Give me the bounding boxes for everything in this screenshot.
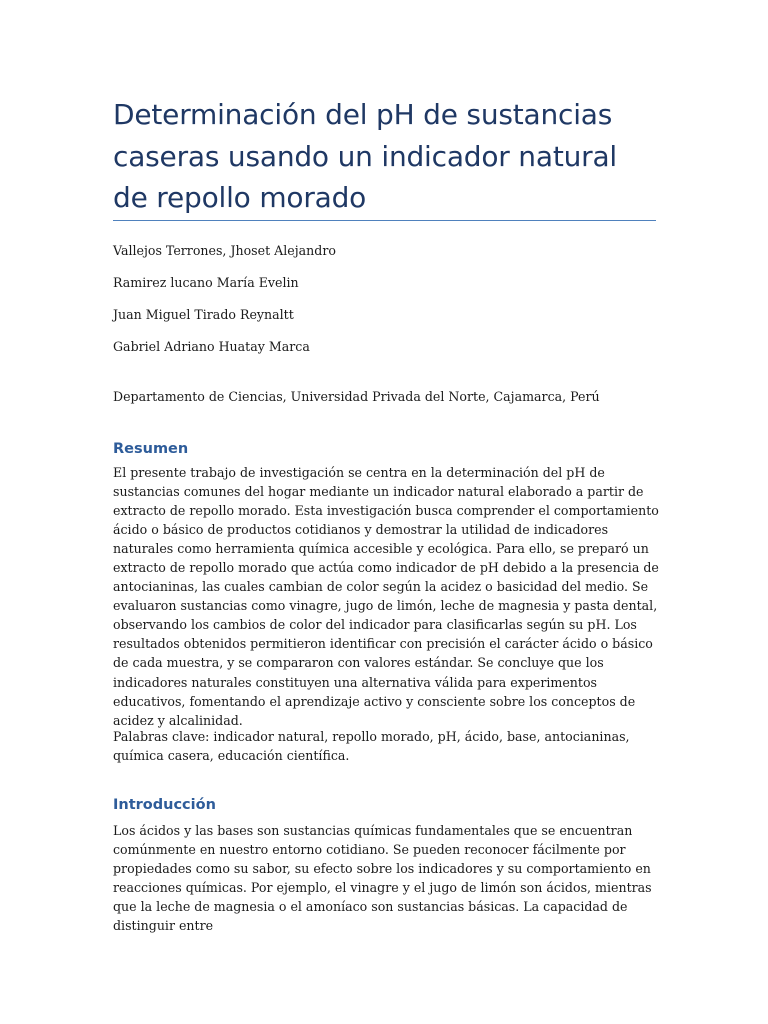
author-3: Juan Miguel Tirado Reynaltt bbox=[113, 307, 294, 322]
document-title: Determinación del pH de sustancias caseras usando un indicador natural de repollo morado bbox=[113, 98, 617, 214]
keywords-text: Palabras clave: indicador natural, repollo morado, pH, ácido, base, antocianinas, química casera, educación científica. bbox=[113, 729, 630, 764]
affiliation: Departamento de Ciencias, Universidad Privada del Norte, Cajamarca, Perú bbox=[113, 389, 600, 404]
author-2: Ramirez lucano María Evelin bbox=[113, 275, 299, 290]
introduction-heading: Introducción bbox=[113, 797, 216, 813]
introduction-text: Los ácidos y las bases son sustancias químicas fundamentales que se encuentran comúnmente en nuestro entorno cotidiano. Se pueden reconocer fácilmente por propiedades como su sabor, su efecto sobre los indicadores y su comportamiento en reacciones químicas. Por ejemplo, el vinagre y el jugo de limón son ácidos, mientras que la leche de magnesia o el amoníaco son sustancias básicas. La capacidad de distinguir entre bbox=[113, 823, 652, 934]
abstract-heading: Resumen bbox=[113, 441, 189, 457]
author-1: Vallejos Terrones, Jhoset Alejandro bbox=[113, 243, 336, 258]
author-4: Gabriel Adriano Huatay Marca bbox=[113, 339, 310, 354]
abstract-text: El presente trabajo de investigación se centra en la determinación del pH de sustancias comunes del hogar mediante un indicador natural elaborado a partir de extracto de repollo morado. Esta investigación busca comprender el comportamiento ácido o básico de productos cotidianos y demostrar la utilidad de indicadores naturales como herramienta química accesible y ecológica. Para ello, se preparó un extracto de repollo morado que actúa como indicador de pH debido a la presencia de antocianinas, las cuales cambian de color según la acidez o basicidad del medio. Se evaluaron sustancias como vinagre, jugo de limón, leche de magnesia y pasta dental, observando los cambios de color del indicador para clasificarlas según su pH. Los resultados obtenidos permitieron identificar con precisión el carácter ácido o básico de cada muestra, y se compararon con valores estándar. Se concluye que los indicadores naturales constituyen una alternativa válida para experimentos educativos, fomentando el aprendizaje activo y consciente sobre los conceptos de acidez y alcalinidad. bbox=[113, 465, 659, 728]
title-divider bbox=[113, 220, 656, 221]
